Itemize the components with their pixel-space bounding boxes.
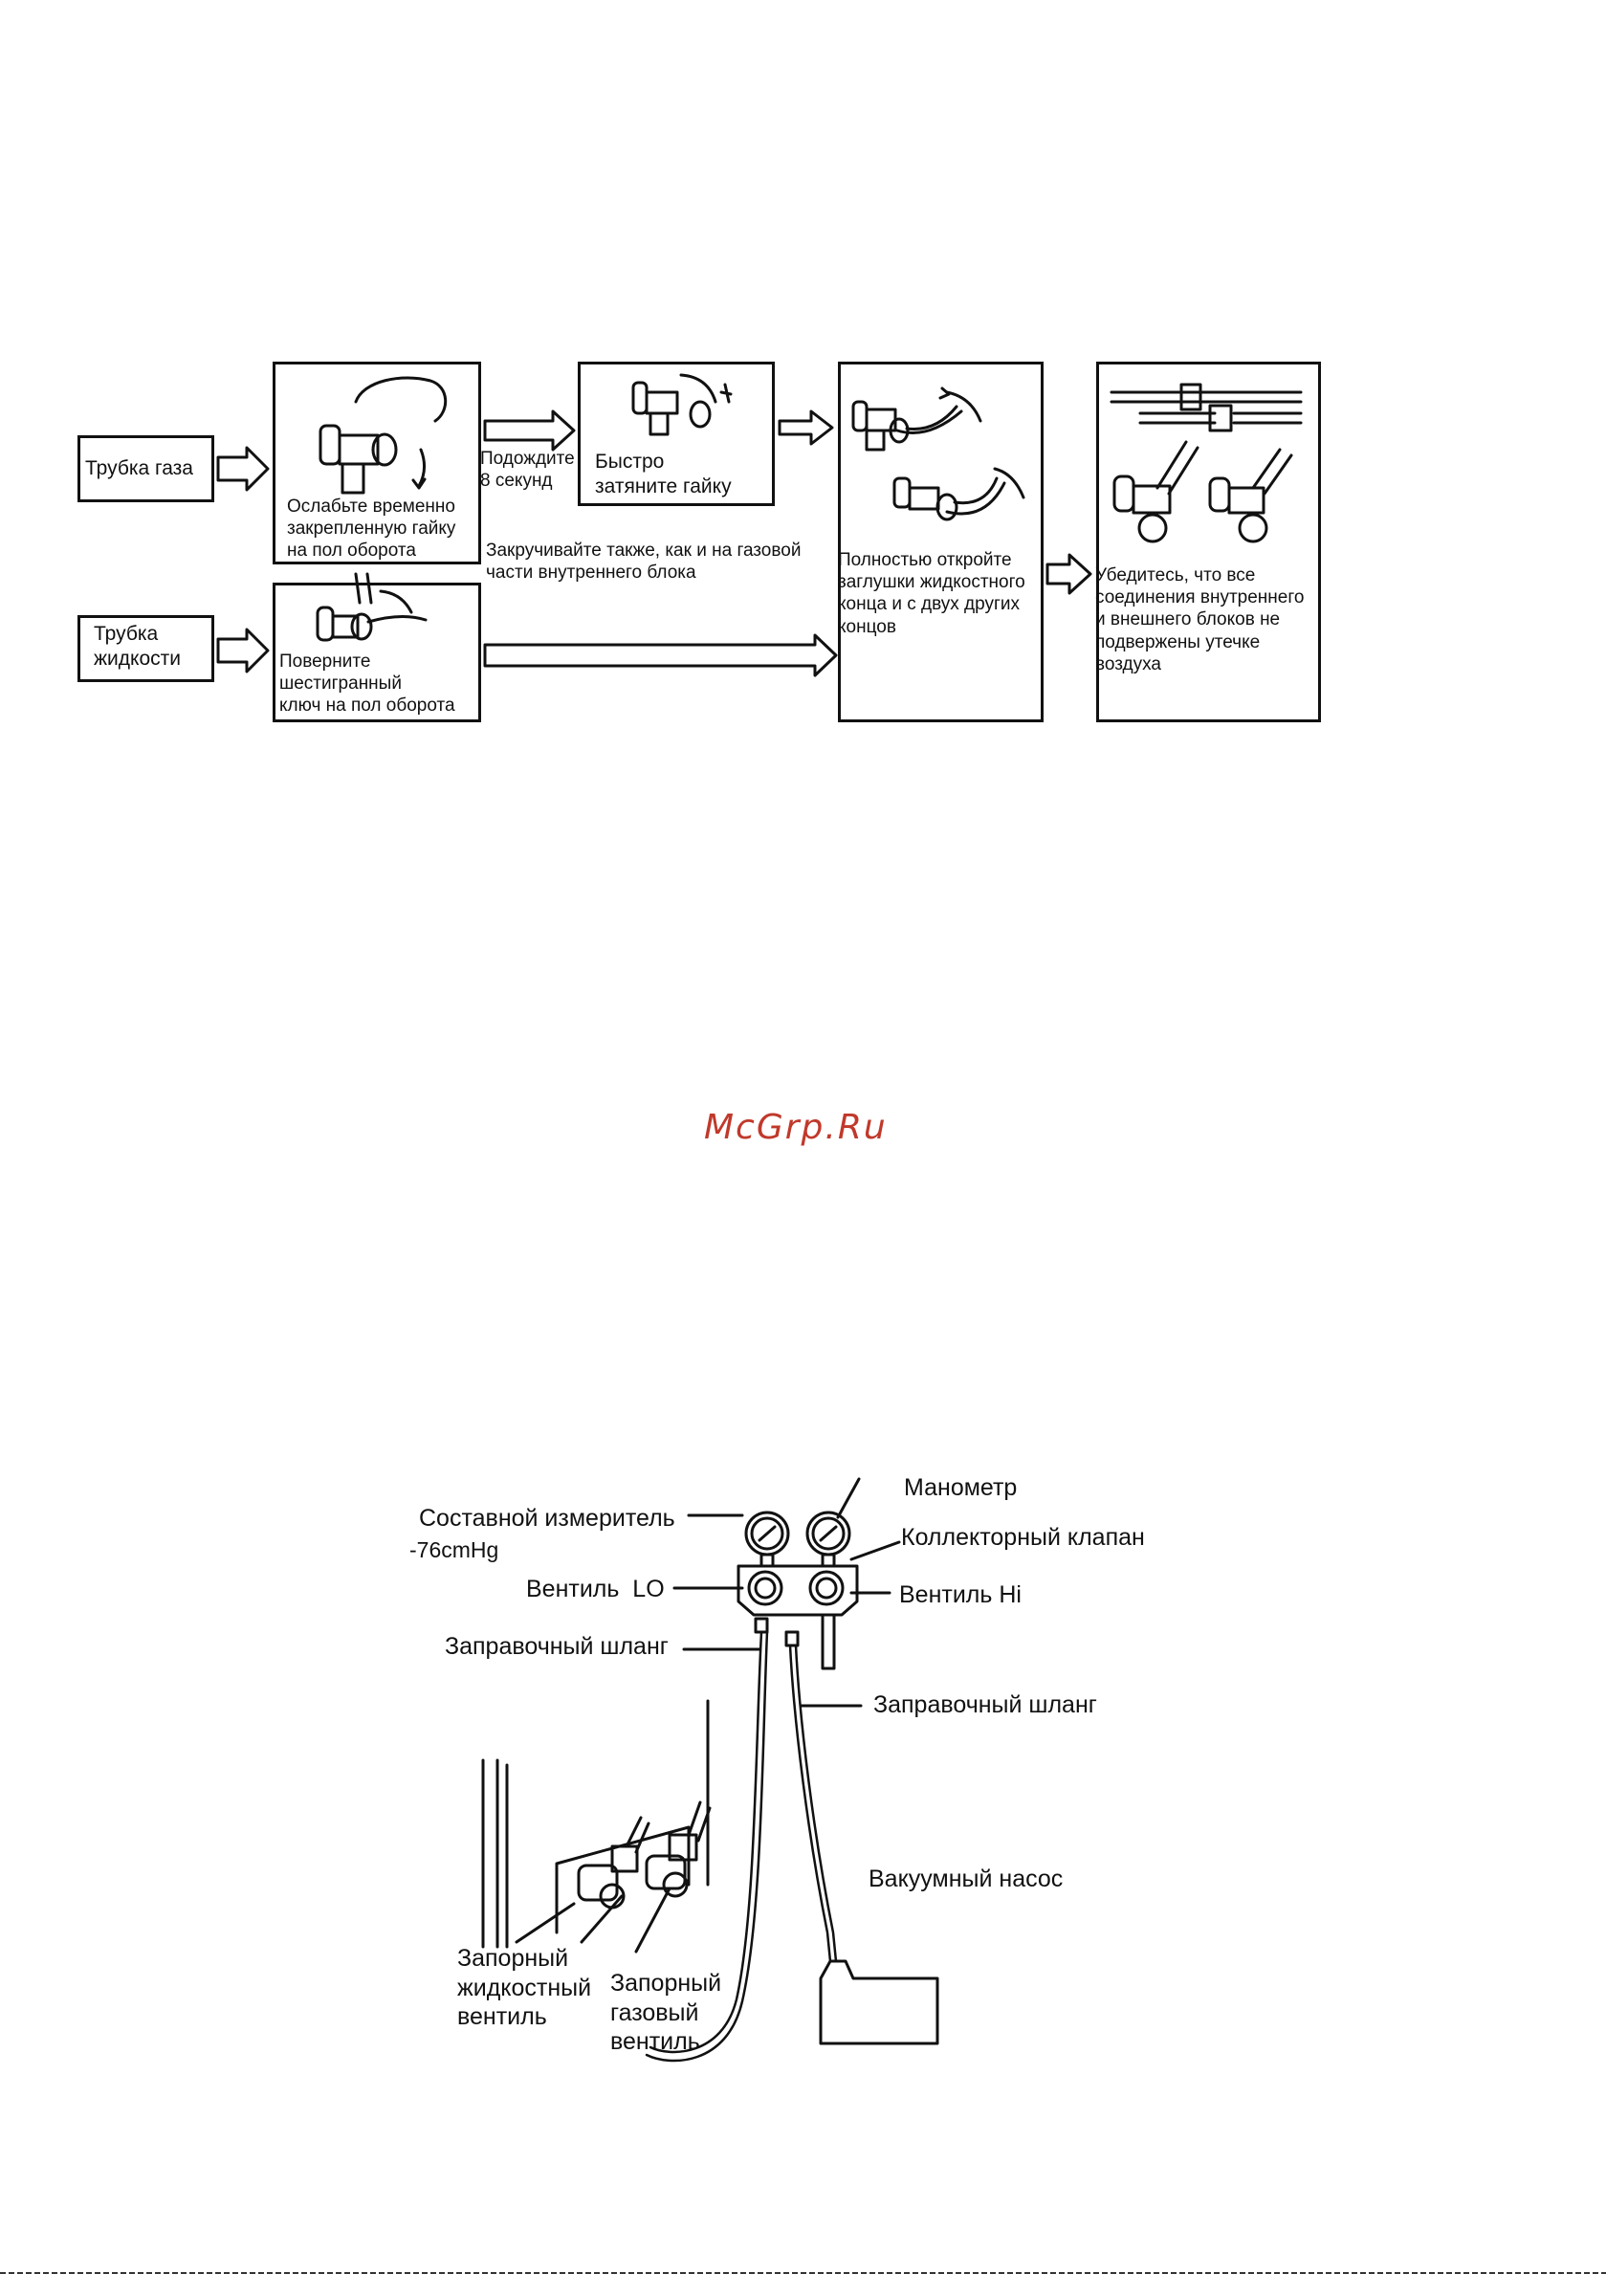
compound-gauge-label: Составной измеритель <box>419 1505 675 1532</box>
valve-lo-label: Вентиль LO <box>526 1576 665 1602</box>
arrow-step2-to-step3 <box>780 411 832 444</box>
liquid-pipe-label: Трубка жидкости <box>94 623 181 670</box>
arrow-liquid-long <box>485 635 836 675</box>
watermark: McGrp.Ru <box>704 1108 888 1147</box>
manifold-drawing <box>0 1435 1606 2296</box>
liquid-valve-label: Запорный жидкостный вентиль <box>457 1945 592 2030</box>
step3-text: Полностью откройте заглушки жидкостного конца и с двух других концов <box>838 550 1025 637</box>
liquid-valve-icon <box>579 1818 649 1908</box>
compound-gauge-value: -76cmHg <box>409 1537 499 1562</box>
arrow-step3-to-step4 <box>1047 555 1090 593</box>
hose-right-label: Заправочный шланг <box>873 1691 1097 1718</box>
gas-valve-label: Запорный газовый вентиль <box>610 1970 722 2055</box>
flow-arrows <box>0 0 1606 765</box>
arrow-step1-to-step2 <box>485 411 574 450</box>
hose-left-label: Заправочный шланг <box>445 1633 669 1660</box>
valve-illustration-3 <box>318 574 426 640</box>
valve-illustration-2 <box>633 375 731 434</box>
wait-text: Подождите 8 секунд <box>480 449 575 492</box>
arrow-liquid-to-step <box>218 629 268 672</box>
valve-hi-label: Вентиль Hi <box>899 1581 1022 1608</box>
liquid-step-text: Поверните шестигранный ключ на пол оборота <box>279 651 455 717</box>
valve-illustration-5 <box>1111 385 1301 541</box>
valve-illustration-4 <box>853 388 1023 519</box>
valve-illustration-1 <box>320 378 446 493</box>
step4-text: Убедитесь, что все соединения внутреннего и внешнего блоков не подвержены утечке воздуха <box>1095 565 1305 674</box>
vacuum-pump-label: Вакуумный насос <box>869 1866 1064 1892</box>
gas-valve-icon <box>647 1802 710 1896</box>
step1-text: Ослабьте временно закрепленную гайку на пол оборота <box>287 497 456 562</box>
gas-pipe-label: Трубка газа <box>85 457 193 479</box>
same-text: Закручивайте также, как и на газовой части внутреннего блока <box>486 541 802 584</box>
step2-text: Быстро затяните гайку <box>595 451 732 497</box>
pressure-gauge-label: Манометр <box>904 1474 1018 1501</box>
manifold-valve-label: Коллекторный клапан <box>901 1524 1145 1551</box>
hose-right <box>790 1645 830 1961</box>
bottom-rule <box>0 2269 1606 2279</box>
vacuum-pump-icon <box>821 1961 937 2043</box>
arrow-gas-to-step1 <box>218 448 268 490</box>
